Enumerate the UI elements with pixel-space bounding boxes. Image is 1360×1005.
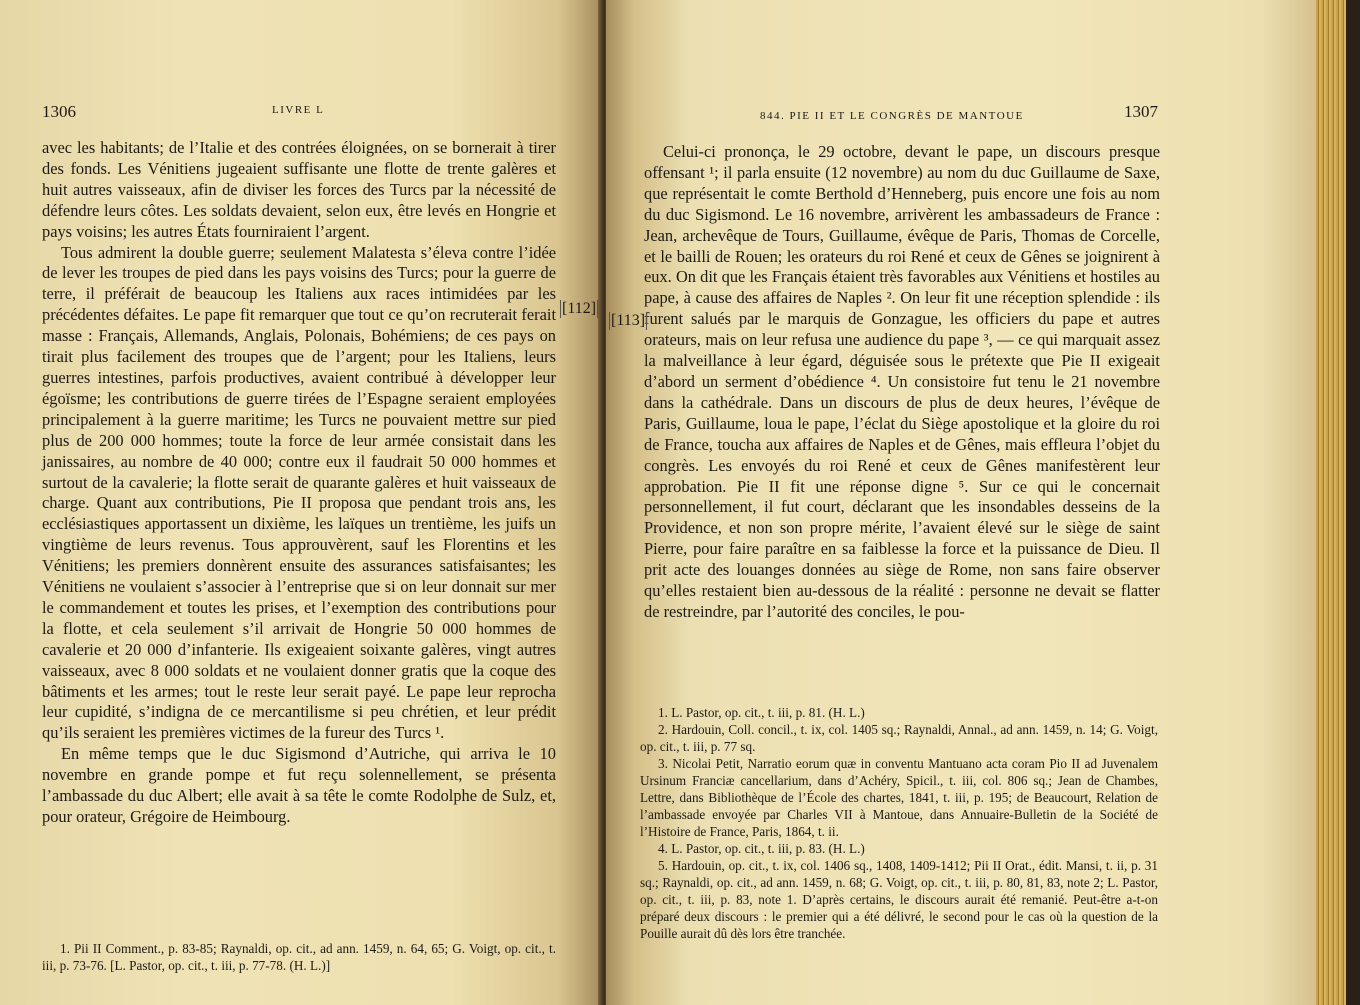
right-page (606, 0, 1316, 1005)
left-paragraph-3: En même temps que le duc Sigismond d’Autriche, qui arriva le 10 novembre en grande pompe et fut reçu solennellement, se présenta l’ambassade du duc Albert; elle avait à sa tête le comte Rodolphe de Sulz, et, pour orateur, Grégoire de Heimbourg. (42, 744, 556, 826)
margin-marker-113: [113] (611, 312, 646, 329)
left-footnotes (42, 940, 556, 974)
right-footnote-4: 4. L. Pastor, op. cit., t. iii, p. 83. (H. L.) (658, 841, 865, 856)
right-footnotes (640, 704, 1158, 942)
left-paragraph-2: Tous admirent la double guerre; seulement Malatesta s’éleva contre l’idée de lever les troupes de pied dans les pays voisins des Turcs; pour la guerre de terre, il préférait de beaucoup les Italiens aux races intimidées par les précédentes défaites. Le pape fit remarquer que tout ce qu’on recruterait ferait masse : Français, Allemands, Anglais, Polonais, Bohémiens; de ces pays on tirait plus facilement des troupes que de l’argent; pour les Italiens, leurs guerres intestines, parfois productives, avaient contribué à développer leur égoïsme; les contributions de guerre tirées de l’Espagne seraient employées principalement à la guerre maritime; les Turcs ne pouvaient mettre sur pied plus de 200 000 hommes; toute la force de leur armée consistait dans les janissaires, au nombre de 40 000; contre eux il faudrait 50 000 hommes et surtout de la cavalerie; la flotte serait de quarante galères et huit vaisseaux de charge. Quant aux contributions, Pie II proposa que pendant trois ans, les ecclésiastiques apportassent un dixième, les laïques un trentième, les juifs un vingtième de leurs revenus. Tous approuvèrent, sauf les Florentins et les Vénitiens; les premiers donnèrent ensuite des assurances satisfaisantes; les Vénitiens ne voulaient s’associer à l’entreprise que si on leur donnait sur mer le commandement et toutes les prises, et l’exemption des contributions pour la flotte, et cela seulement s’il arrivait de Hongrie 50 000 hommes de cavalerie et 20 000 d’infanterie. Ils exigeaient soixante galères, vingt autres vaisseaux, avec 8 000 soldats et ne voulaient donner gratis que la coque des bâtiments et les armes; tout le reste leur serait payé. Le pape leur reprocha leur cupidité, s’indigna de ce mercantilisme si peu chrétien, et leur prédit qu’ils seraient les premières victimes de la fureur des Turcs ¹. (42, 242, 556, 743)
left-footnote-1: 1. Pii II Comment., p. 83-85; Raynaldi, op. cit., ad ann. 1459, n. 64, 65; G. Voigt, op. cit., t. iii, p. 73-76. [L. Pastor, op. cit., t. iii, p. 77-78. (H. L.)] (42, 941, 556, 973)
margin-marker-112: [112] (562, 300, 597, 317)
right-page-number: 1307 (1124, 102, 1158, 121)
right-footnote-1: 1. L. Pastor, op. cit., t. iii, p. 81. (H. L.) (658, 705, 865, 720)
left-page (0, 0, 600, 1005)
right-paragraph-1: Celui-ci prononça, le 29 octobre, devant le pape, un discours presque offensant ¹; il parla ensuite (12 novembre) au nom du duc Guillaume de Saxe, que représentait le comte Berthold d’Henneberg, puis encore une fois au nom du duc Sigismond. Le 16 novembre, arrivèrent les ambassadeurs de France : Jean, archevêque de Tours, Guillaume, évêque de Paris, Thomas de Corcelle, et le bailli de Rouen; les orateurs du roi René et ceux de Gênes se joignirent à eux. On dit que les Français étaient très favorables aux Vénitiens et hostiles au pape, à cause des affaires de Naples ². On leur fit une réception splendide : ils furent salués par le marquis de Gonzague, les officiers du pape et autres orateurs, mais on leur refusa une audience du pape ³, — ce qui marquait assez la malveillance à leur égard, déguisée sous le prétexte que Pie II exigeait d’abord un serment d’obédience ⁴. Un consistoire fut tenu le 21 novembre dans la cathédrale. Dans un discours de plus de deux heures, l’évêque de Paris, Guillaume, loua le pape, l’éclat du Siège apostolique et la gloire du roi de France, toucha aux affaires de Naples et de Gênes, mais effleura l’objet du congrès. Les envoyés du roi René et ceux de Gênes manifestèrent leur approbation. Pie II fit une réponse digne ⁵. Sur ce qui le concernait personnellement, il fut court, déclarant que les insondables desseins de la Providence, et non son propre mérite, l’avaient élevé sur le siège de saint Pierre, pour faire paraître en sa faiblesse la force et la puissance de Dieu. Il prit acte des louanges données au siège de Rome, non sans faire observer qu’elles restaient bien au-dessous de la réalité : personne ne devait se flatter de restreindre, par l’autorité des conciles, le pou- (644, 142, 1160, 621)
right-footnote-5: 5. Hardouin, op. cit., t. ix, col. 1406 sq., 1408, 1409-1412; Pii II Orat., édit. Mansi, t. ii, p. 31 sq.; Raynaldi, op. cit., ad ann. 1459, n. 68; G. Voigt, op. cit., t. iii, p. 80, 81, 83, note 2; L. Pastor, op. cit., t. iii, p. 83, note 1. D’après certains, le discours aurait été remanié. Peut-être a-t-on préparé deux discours : le premier qui a été délivré, le second pour le cas où la question de la Pouille aurait dû dès lors être tranchée. (640, 858, 1158, 941)
right-footnote-2: 2. Hardouin, Coll. concil., t. ix, col. 1405 sq.; Raynaldi, Annal., ad ann. 1459, n. 14; G. Voigt, op. cit., t. iii, p. 77 sq. (640, 722, 1158, 754)
left-body-text (42, 138, 556, 828)
left-page-number: 1306 (42, 102, 76, 121)
left-running-head: LIVRE L (272, 104, 325, 116)
left-paragraph-1: avec les habitants; de l’Italie et des contrées éloignées, on se bornerait à tirer des fonds. Les Vénitiens jugeaient suffisante une flotte de trente galères et huit autres vaisseaux, afin de diviser les forces des Turcs par la nécessité de défendre leurs côtes. Les soldats devaient, selon eux, être levés en Hongrie et pays voisins; les autres États fourniraient l’argent. (42, 138, 556, 241)
right-running-head: 844. PIE II ET LE CONGRÈS DE MANTOUE (760, 110, 1024, 122)
book-cover-edge (1346, 0, 1360, 1005)
right-footnote-3: 3. Nicolai Petit, Narratio eorum quæ in conventu Mantuano acta coram Pio II ad Juvenalem Ursinum Franciæ cancellarium, dans d’Achéry, Spicil., t. iii, col. 806 sq.; Jean de Chambes, Lettre, dans Bibliothèque de l’École des chartes, 1841, t. iii, p. 195; de Beaucourt, Relation de l’ambassade envoyée par Charles VII à Mantoue, dans Annuaire-Bulletin de la Société de l’Histoire de France, Paris, 1864, t. ii. (640, 756, 1158, 839)
right-body-text (644, 142, 1160, 623)
